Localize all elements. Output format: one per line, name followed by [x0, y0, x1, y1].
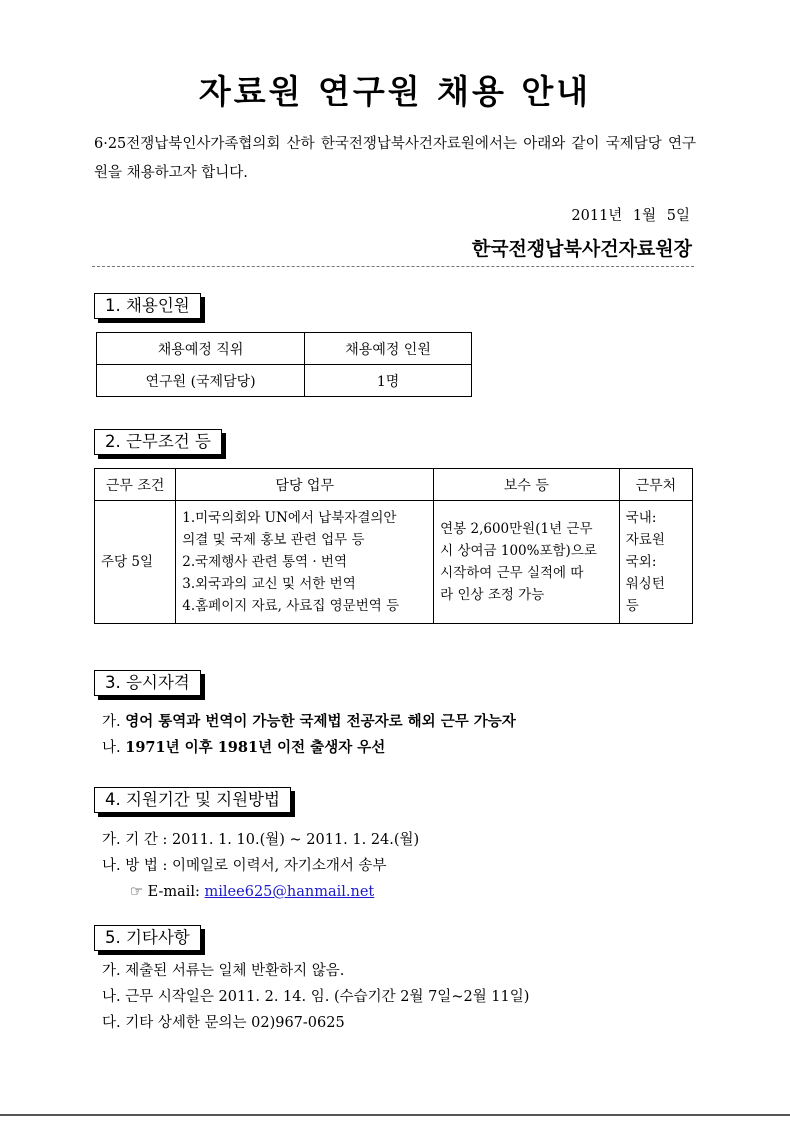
location-line: 국내:: [625, 510, 657, 526]
location-line: 국외:: [625, 554, 657, 570]
table-cell-position: 연구원 (국제담당): [97, 365, 305, 397]
qualification-list: [102, 709, 516, 761]
duty-line: 의결 및 국제 홍보 관련 업무 등: [182, 532, 365, 548]
table-header-cell: 근무처: [619, 469, 692, 501]
duty-line: 2.국제행사 관련 통역 · 번역: [182, 554, 348, 570]
list-item: [102, 853, 419, 879]
list-prefix: 가.: [102, 832, 121, 848]
list-text: 근무 시작일은 2011. 2. 14. 임. (수습기간 2월 7일~2월 11일): [125, 989, 530, 1005]
misc-list: [102, 958, 529, 1036]
application-list: [102, 827, 419, 905]
table-header-cell: 보수 등: [434, 469, 620, 501]
location-line: 워싱턴: [625, 576, 665, 592]
list-item: [102, 958, 529, 984]
table-row: [95, 501, 693, 624]
section-3-heading: 3. 응시자격: [94, 670, 201, 696]
table-cell-location: [619, 501, 692, 624]
list-prefix: 가.: [102, 963, 121, 979]
duty-line: 4.홈페이지 자료, 사료집 영문번역 등: [182, 598, 400, 614]
duty-line: 1.미국의회와 UN에서 납북자결의안: [182, 510, 397, 526]
document-title: 자료원 연구원 채용 안내: [198, 72, 592, 111]
duty-line: 3.외국과의 교신 및 서한 번역: [182, 576, 356, 592]
section-1-heading: 1. 채용인원: [94, 293, 201, 319]
hiring-table: [96, 332, 472, 397]
section-5-heading: 5. 기타사항: [94, 925, 201, 951]
table-cell-duties: [176, 501, 434, 624]
table-header-row: [95, 469, 693, 501]
pay-line: 시작하여 근무 실적에 따: [440, 565, 584, 581]
table-cell-count: 1명: [305, 365, 472, 397]
location-line: 자료원: [625, 532, 665, 548]
section-2-heading: 2. 근무조건 등: [94, 429, 222, 455]
pay-line: 시 상여금 100%포함)으로: [440, 543, 597, 559]
pay-line: 라 인상 조정 가능: [440, 587, 545, 603]
list-text: 제출된 서류는 일체 반환하지 않음.: [125, 963, 345, 979]
table-header-cell: 채용예정 인원: [305, 333, 472, 365]
work-conditions-table: [94, 468, 693, 624]
page-bottom-border: [0, 1114, 790, 1116]
table-cell-pay: [434, 501, 620, 624]
organization-signature: 한국전쟁납북사건자료원장: [471, 238, 692, 260]
email-link[interactable]: milee625@hanmail.net: [204, 884, 375, 900]
table-header-cell: 채용예정 직위: [97, 333, 305, 365]
document-date: 2011년 1월 5일: [571, 208, 690, 224]
table-row: [97, 365, 472, 397]
list-text: 기 간 : 2011. 1. 10.(월) ~ 2011. 1. 24.(월): [125, 832, 420, 848]
list-item: [102, 735, 516, 761]
list-text: 기타 상세한 문의는 02)967-0625: [125, 1015, 345, 1031]
list-prefix: 나.: [102, 989, 121, 1005]
list-prefix: 나.: [102, 740, 121, 756]
section-4-heading: 4. 지원기간 및 지원방법: [94, 787, 291, 813]
intro-paragraph: 6·25전쟁납북인사가족협의회 산하 한국전쟁납북사건자료원에서는 아래와 같이 국제담당 연구원을 채용하고자 합니다.: [94, 136, 696, 181]
list-text: 방 법 : 이메일로 이력서, 자기소개서 송부: [125, 858, 387, 874]
list-prefix: 가.: [102, 714, 121, 730]
pay-line: 연봉 2,600만원(1년 근무: [440, 521, 593, 537]
separator-line: [92, 266, 694, 267]
table-header-cell: 근무 조건: [95, 469, 176, 501]
list-text: 1971년 이후 1981년 이전 출생자 우선: [125, 739, 386, 756]
email-label: ☞ E-mail:: [130, 884, 200, 900]
table-header-row: [97, 333, 472, 365]
location-line: 등: [625, 598, 639, 614]
list-prefix: 다.: [102, 1015, 121, 1031]
list-prefix: 나.: [102, 858, 121, 874]
list-item: [102, 984, 529, 1010]
table-cell-condition: 주당 5일: [95, 501, 176, 624]
list-item: [102, 827, 419, 853]
list-text: 영어 통역과 번역이 가능한 국제법 전공자로 해외 근무 가능자: [125, 713, 516, 730]
table-header-cell: 담당 업무: [176, 469, 434, 501]
list-item: [102, 709, 516, 735]
email-row: [102, 879, 419, 905]
list-item: [102, 1010, 529, 1036]
